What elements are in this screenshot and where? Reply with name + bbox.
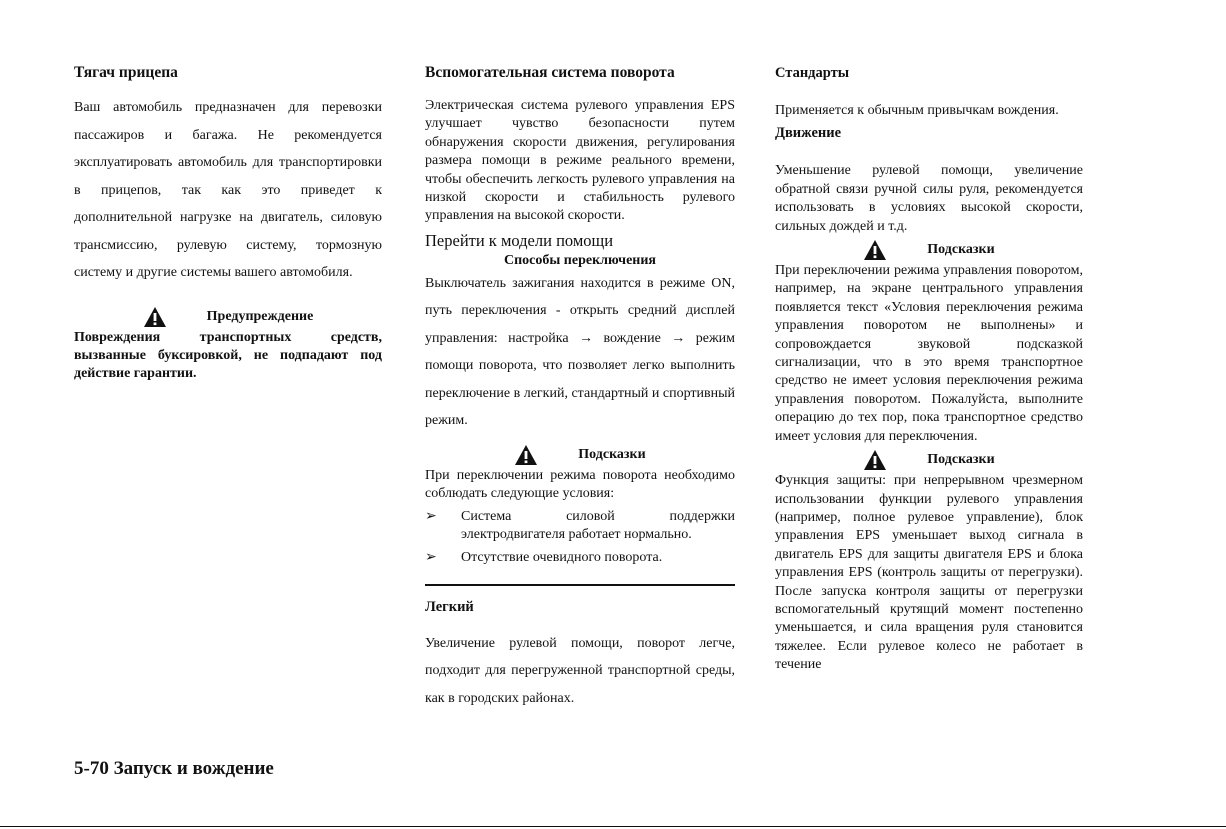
light-mode-text: Увеличение рулевой помощи, поворот легче, подходит для перегруженной транспортной среды, как в городских районах.: [425, 635, 735, 706]
tips-callout-1: [775, 238, 1083, 262]
tips-text-protection: Функция защиты: при непрерывном чрезмерном использовании функции рулевого управления (например, полное рулевое управление), блок управления EPS уменьшает выход сигнала в двигатель EPS для защиты двигателя EPS и блока управления EPS (контроль защиты от перегрузки). После запуска контроля защиты от перегрузки вспомогательный крутящий момент постепенно уменьшается, и сила вращения руля становится тяжелее. Если рулевое колесо не работает в течение: [775, 473, 1083, 673]
tips-text: При переключении режима поворота необходимо соблюдать следующие условия:: [425, 467, 735, 502]
bottom-border: [0, 826, 1226, 827]
conditions-list: [425, 508, 735, 568]
warning-text: Повреждения транспортных средств, вызванные буксировкой, не подпадают под действие гарантии.: [74, 329, 382, 382]
tips-callout: [425, 443, 735, 467]
section-title-trailer: Тягач прицепа: [74, 64, 178, 81]
warning-triangle-icon: [863, 449, 887, 471]
list-item: ➢ Система силовой поддержки электродвигателя работает нормально.: [425, 508, 735, 543]
warning-triangle-icon: [514, 444, 538, 466]
sport-mode-text: Уменьшение рулевой помощи, увеличение обратной связи ручной силы руля, рекомендуется использовать в условиях высокой скорости, сильных дождей и т.д.: [775, 163, 1083, 234]
assist-model-subheading: Перейти к модели помощи: [425, 230, 614, 250]
warning-triangle-icon: [143, 306, 167, 328]
switch-methods-title: Способы переключения: [503, 252, 656, 268]
warning-callout: [74, 305, 382, 329]
column-right: [775, 62, 1083, 675]
steering-intro-text: Электрическая система рулевого управления EPS улучшает чувство безопасности путем обнаружения скорости движения, регулирования размера помощи в режиме реального времени, чтобы обеспечить легкость рулевого управления на низкой скорости и стабильность рулевого управления на высокой скорости.: [425, 98, 735, 224]
trailer-body-text: Ваш автомобиль предназначен для перевозки пассажиров и багажа. Не рекомендуется эксплуатировать автомобиль для транспортировки в прицепов, так как это приведет к дополнительной нагрузке на двигатель, силовую трансмиссию, рулевую систему, тормозную систему и другие системы вашего автомобиля.: [74, 100, 382, 280]
sport-mode-title: Движение: [775, 125, 842, 142]
standard-mode-text: Применяется к обычным привычкам вождения.: [775, 103, 1059, 118]
arrow-bullet-icon: ➢: [425, 550, 437, 566]
tips-label: Подсказки: [927, 452, 995, 468]
column-middle: [425, 62, 735, 712]
tips-callout-2: [775, 448, 1083, 472]
tips-label: Подсказки: [578, 446, 646, 462]
tips-label: Подсказки: [927, 242, 995, 258]
column-left: [74, 62, 382, 384]
switch-methods-text: Выключатель зажигания находится в режиме ON, путь переключения - открыть средний дисплей управления: настройка → вождение → режим помощи поворота, что позволяет легко выполнить переключение в легкий, стандартный и спортивный режим.: [425, 275, 735, 429]
list-item: ➢ Отсутствие очевидного поворота.: [425, 549, 735, 567]
section-title-steering-assist: Вспомогательная система поворота: [425, 64, 675, 81]
light-mode-title: Легкий: [425, 598, 474, 615]
page-footer: 5-70 Запуск и вождение: [74, 758, 274, 779]
tips-text-switching: При переключении режима управления поворотом, например, на экране центрального управления появляется текст «Условия переключения режима управления поворотом не выполнены» и сопровождается звуковой подсказкой сигнализации, что в это время транспортное средство не имеет условия переключения режима управления поворотом. Пожалуйста, выполните операцию до тех пор, пока транспортное средство имеет условия для переключения.: [775, 263, 1083, 444]
warning-label: Предупреждение: [206, 308, 314, 324]
arrow-bullet-icon: ➢: [425, 508, 437, 524]
warning-triangle-icon: [863, 239, 887, 261]
standard-mode-title: Стандарты: [775, 65, 850, 81]
